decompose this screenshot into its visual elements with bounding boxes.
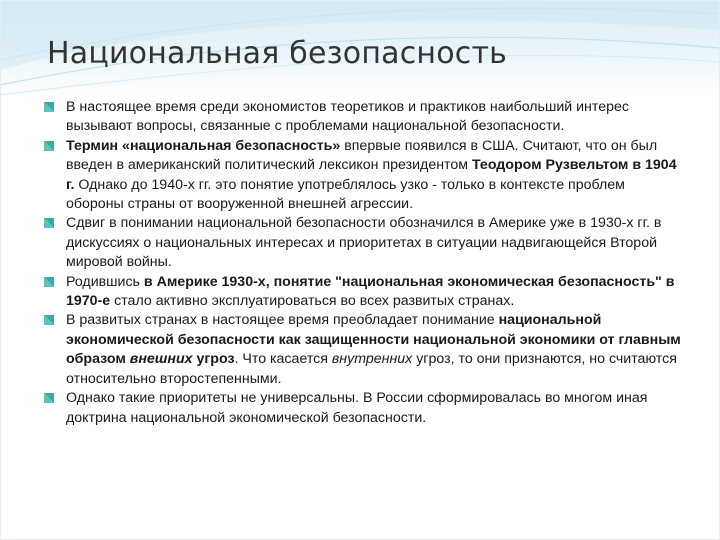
bold-text: национальной экономической безопасности как защищенности национальной экономики от главным образом: [66, 312, 681, 368]
bold-text: Термин «национальная безопасность»: [66, 137, 341, 154]
bold-text: угроз: [192, 351, 235, 368]
bullet-text: . Что касается: [234, 351, 332, 368]
slide-title: Национальная безопасность: [47, 36, 508, 71]
italic-text: внутренних: [331, 351, 413, 368]
bold-text: в Америке 1930-х, понятие "национальная экономическая безопасность" в 1970-е: [66, 273, 675, 310]
bullet-text: впервые появился в США. Считают, что он был введен в американский политический лексикон президентом: [66, 137, 658, 174]
bullet-icon: [44, 277, 54, 287]
list-item: [44, 98, 684, 137]
bullet-text: стало активно эксплуатироваться во всех развитых странах.: [110, 293, 515, 310]
list-item: [44, 389, 684, 428]
list-item: [44, 273, 684, 312]
bullet-text: Родившись: [66, 273, 144, 290]
bullet-text: Однако до 1940-х гг. это понятие употреблялось узко - только в контексте проблем обороны страны от вооруженной внешней агрессии.: [66, 176, 625, 213]
bullet-text: В настоящее время среди экономистов теоретиков и практиков наибольший интерес вызывают вопросы, связанные с проблемами национальной безопасности.: [66, 99, 629, 135]
bullet-icon: [44, 141, 54, 151]
bold-italic-text: внешних: [129, 351, 193, 368]
bullet-icon: [44, 218, 54, 228]
bullet-list: [44, 98, 684, 428]
bullet-text: В развитых странах в настоящее время преобладает понимание: [66, 312, 499, 329]
bullet-text: Однако такие приоритеты не универсальны. В России сформировалась во многом иная доктрина национальной экономической безопасности.: [66, 390, 648, 426]
bullet-text: Сдвиг в понимании национальной безопасности обозначился в Америке уже в 1930-х гг. в дискуссиях о национальных интересах и приоритетах в ситуации надвигающейся Второй мировой войны.: [66, 215, 662, 271]
list-item: [44, 311, 684, 389]
list-item: [44, 137, 684, 215]
bold-text: Теодором Рузвельтом в 1904 г.: [66, 157, 677, 193]
bullet-text: угроз, то они признаются, но считаются относительно второстепенными.: [66, 351, 677, 387]
bullet-icon: [44, 393, 54, 403]
bullet-icon: [44, 102, 54, 112]
list-item: [44, 214, 684, 272]
bullet-icon: [44, 315, 54, 325]
